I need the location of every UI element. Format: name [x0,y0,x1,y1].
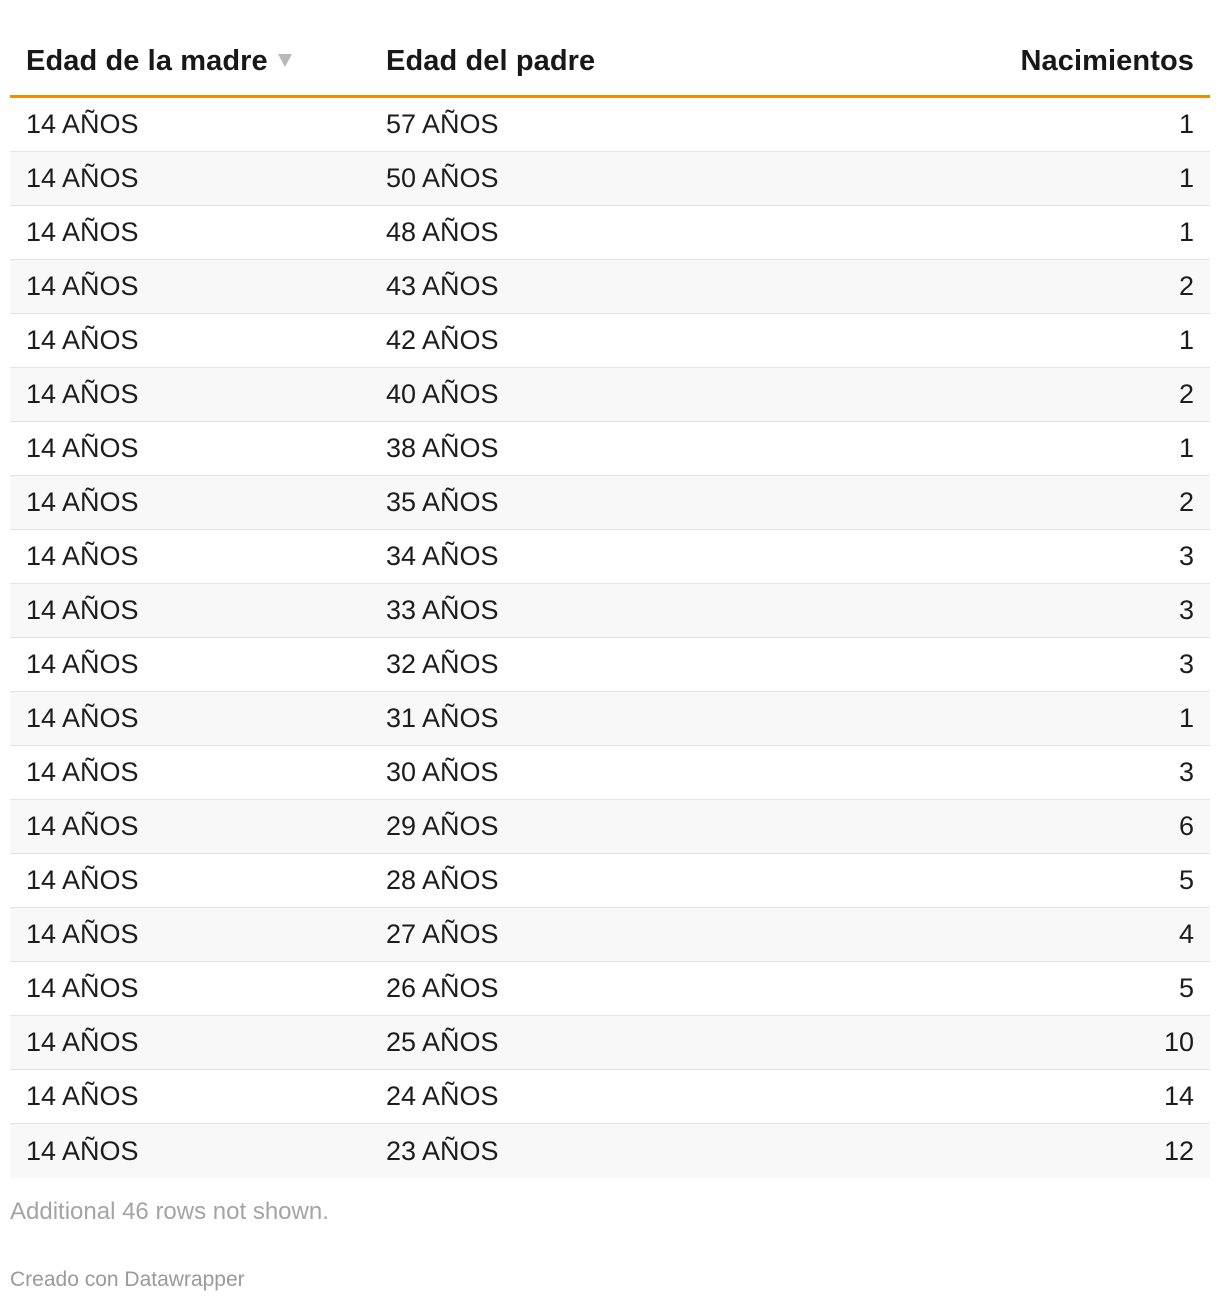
cell-births: 1 [1178,325,1194,355]
cell-births: 1 [1178,217,1194,247]
cell-births: 1 [1178,433,1194,463]
cell-births: 14 [1163,1081,1194,1111]
cell-mother-age: 14 AÑOS [26,541,139,571]
cell-mother-age: 14 AÑOS [26,811,139,841]
cell-mother-age: 14 AÑOS [26,757,139,787]
rows-hidden-note: Additional 46 rows not shown. [10,1198,329,1225]
table-row [10,1016,1210,1070]
cell-mother-age: 14 AÑOS [26,595,139,625]
cell-father-age: 24 AÑOS [386,1081,499,1111]
table-row [10,152,1210,206]
cell-mother-age: 14 AÑOS [26,865,139,895]
cell-mother-age: 14 AÑOS [26,919,139,949]
cell-births: 3 [1178,757,1194,787]
cell-father-age: 43 AÑOS [386,271,499,301]
table-row [10,584,1210,638]
cell-mother-age: 14 AÑOS [26,1135,139,1166]
cell-births: 3 [1178,649,1194,679]
cell-births: 1 [1178,163,1194,193]
cell-births: 12 [1163,1135,1194,1166]
table-row [10,368,1210,422]
cell-births: 5 [1178,973,1194,1003]
cell-mother-age: 14 AÑOS [26,109,139,139]
cell-mother-age: 14 AÑOS [26,649,139,679]
cell-mother-age: 14 AÑOS [26,973,139,1003]
table-row [10,1070,1210,1124]
table-row [10,98,1210,152]
table-row [10,422,1210,476]
cell-births: 4 [1178,919,1194,949]
table-row [10,908,1210,962]
table-body [10,98,1210,1178]
cell-births: 3 [1178,595,1194,625]
cell-mother-age: 14 AÑOS [26,1027,139,1057]
cell-births: 10 [1163,1027,1194,1057]
cell-births: 5 [1178,865,1194,895]
column-header-births[interactable] [870,45,1210,78]
table-row [10,962,1210,1016]
table-row [10,476,1210,530]
cell-mother-age: 14 AÑOS [26,379,139,409]
table-row [10,854,1210,908]
column-header-label: Edad del padre [386,45,596,77]
table-row [10,206,1210,260]
table-row [10,800,1210,854]
cell-mother-age: 14 AÑOS [26,271,139,301]
cell-father-age: 23 AÑOS [386,1135,499,1166]
cell-father-age: 34 AÑOS [386,541,499,571]
cell-mother-age: 14 AÑOS [26,217,139,247]
cell-father-age: 42 AÑOS [386,325,499,355]
cell-father-age: 31 AÑOS [386,703,499,733]
cell-father-age: 28 AÑOS [386,865,499,895]
cell-father-age: 38 AÑOS [386,433,499,463]
cell-father-age: 26 AÑOS [386,973,499,1003]
table-row [10,1124,1210,1178]
cell-mother-age: 14 AÑOS [26,163,139,193]
cell-births: 1 [1178,703,1194,733]
cell-mother-age: 14 AÑOS [26,703,139,733]
table-row [10,692,1210,746]
cell-father-age: 25 AÑOS [386,1027,499,1057]
cell-father-age: 33 AÑOS [386,595,499,625]
cell-father-age: 48 AÑOS [386,217,499,247]
cell-mother-age: 14 AÑOS [26,325,139,355]
cell-births: 2 [1178,487,1194,517]
cell-father-age: 50 AÑOS [386,163,499,193]
cell-father-age: 32 AÑOS [386,649,499,679]
column-header-label: Nacimientos [1020,45,1194,77]
cell-father-age: 40 AÑOS [386,379,499,409]
table-row [10,314,1210,368]
cell-births: 1 [1178,109,1194,139]
cell-births: 2 [1178,271,1194,301]
table-header [10,28,1210,98]
cell-mother-age: 14 AÑOS [26,487,139,517]
data-table [10,28,1210,1178]
table-row [10,530,1210,584]
table-row [10,638,1210,692]
datawrapper-credit[interactable]: Creado con Datawrapper [10,1268,245,1291]
cell-father-age: 29 AÑOS [386,811,499,841]
cell-births: 2 [1178,379,1194,409]
cell-births: 6 [1178,811,1194,841]
column-header-label: Edad de la madre [26,45,268,77]
table-row [10,260,1210,314]
cell-father-age: 30 AÑOS [386,757,499,787]
cell-mother-age: 14 AÑOS [26,433,139,463]
cell-father-age: 57 AÑOS [386,109,499,139]
sort-descending-icon[interactable] [278,54,292,67]
table-row [10,746,1210,800]
cell-father-age: 35 AÑOS [386,487,499,517]
column-header-mother-age[interactable] [10,45,370,78]
cell-father-age: 27 AÑOS [386,919,499,949]
cell-mother-age: 14 AÑOS [26,1081,139,1111]
cell-births: 3 [1178,541,1194,571]
column-header-father-age[interactable] [370,45,870,78]
